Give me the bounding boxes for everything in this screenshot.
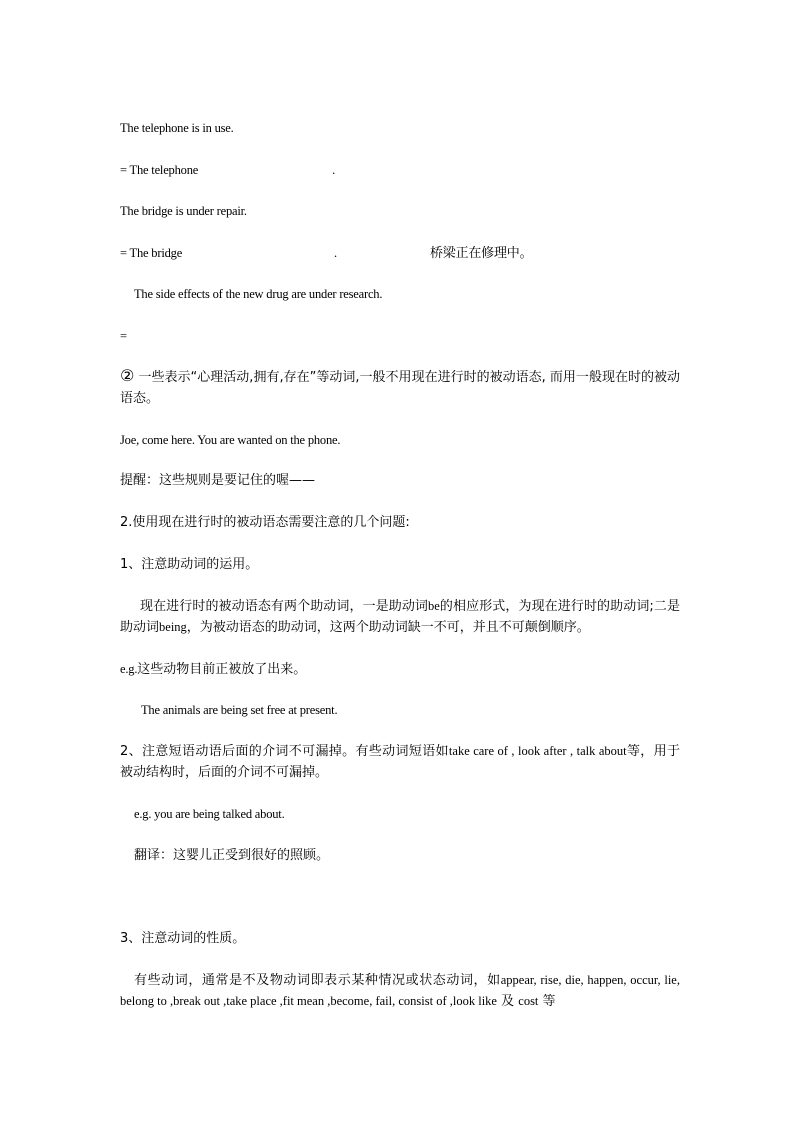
point-2-phrases: take care of , look after , talk about	[448, 744, 627, 758]
point-1-being: being	[159, 620, 187, 634]
example-sentence-talked: e.g. you are being talked about.	[134, 807, 285, 821]
example-animals-cn	[120, 659, 306, 680]
rewrite-bridge-period: .	[334, 246, 337, 260]
rewrite-telephone-period: .	[332, 163, 336, 177]
point-1-be: be	[428, 599, 440, 613]
example-animals-translation: 这些动物目前正被放了出来。	[137, 662, 307, 677]
point-1-heading: 1、注意助动词的运用。	[120, 557, 259, 572]
point-3-heading: 3、注意动词的性质。	[120, 931, 246, 946]
point-3-text-a: 有些动词，通常是不及物动词即表示某种情况或状态动词，如	[134, 973, 501, 988]
point-3-deng: 等	[542, 994, 556, 1009]
point-3-paragraph	[120, 970, 680, 1012]
point-1-text-c: 的相应形式，为现在进行时的助动词;二是助动词	[120, 599, 680, 635]
point-1-text-a: 现在进行时的被动语态有两个助动词，一是助动词	[140, 599, 429, 614]
point-3-verbs: appear, rise, die, happen, occur, lie, belong to ,break out ,take place ,fit mean ,become, fail, consist of ,look like	[120, 973, 680, 1008]
point-3-cost: cost	[518, 994, 539, 1008]
rewrite-bridge-prefix: = The bridge	[120, 246, 183, 260]
rule-text: 一些表示“心理活动,拥有,存在”等动词,一般不用现在进行时的被动语态, 而用一般现在时的被动语态。	[120, 370, 680, 406]
point-2-text-c: 等，用于被动结构时，后面的介词不可漏掉。	[120, 744, 680, 780]
translation-exercise: 翻译：这婴儿正受到很好的照顾。	[134, 848, 330, 863]
rewrite-telephone-prefix: = The telephone	[120, 163, 199, 177]
example-sentence-joe: Joe, come here. You are wanted on the phone.	[120, 433, 341, 447]
example-sentence-telephone: The telephone is in use.	[120, 121, 234, 135]
point-3-ji: 及	[501, 994, 515, 1009]
rule-paragraph-mental-verbs	[120, 365, 680, 409]
rewrite-bridge	[120, 243, 532, 264]
example-sentence-drug: The side effects of the new drug are under research.	[134, 287, 383, 301]
rewrite-drug: =	[120, 329, 127, 343]
example-sentence-animals: The animals are being set free at present.	[141, 703, 338, 717]
reminder-line: 提醒：这些规则是要记住的喔——	[120, 473, 316, 488]
rewrite-bridge-translation: 桥梁正在修理中。	[429, 246, 533, 261]
point-1-text-e: ，为被动语态的助动词，这两个助动词缺一不可，并且不可颠倒顺序。	[186, 620, 590, 635]
example-sentence-bridge: The bridge is under repair.	[120, 204, 247, 218]
eg-prefix: e.g.	[120, 662, 138, 676]
rewrite-telephone	[120, 160, 335, 180]
point-2-text-a: 2、注意短语动语后面的介词不可漏掉。有些动词短语如	[120, 744, 449, 759]
circled-number-2: ②	[120, 366, 135, 385]
section-heading-2: 2.使用现在进行时的被动语态需要注意的几个问题:	[120, 515, 410, 530]
point-2-paragraph	[120, 741, 680, 783]
point-1-paragraph	[120, 596, 680, 638]
